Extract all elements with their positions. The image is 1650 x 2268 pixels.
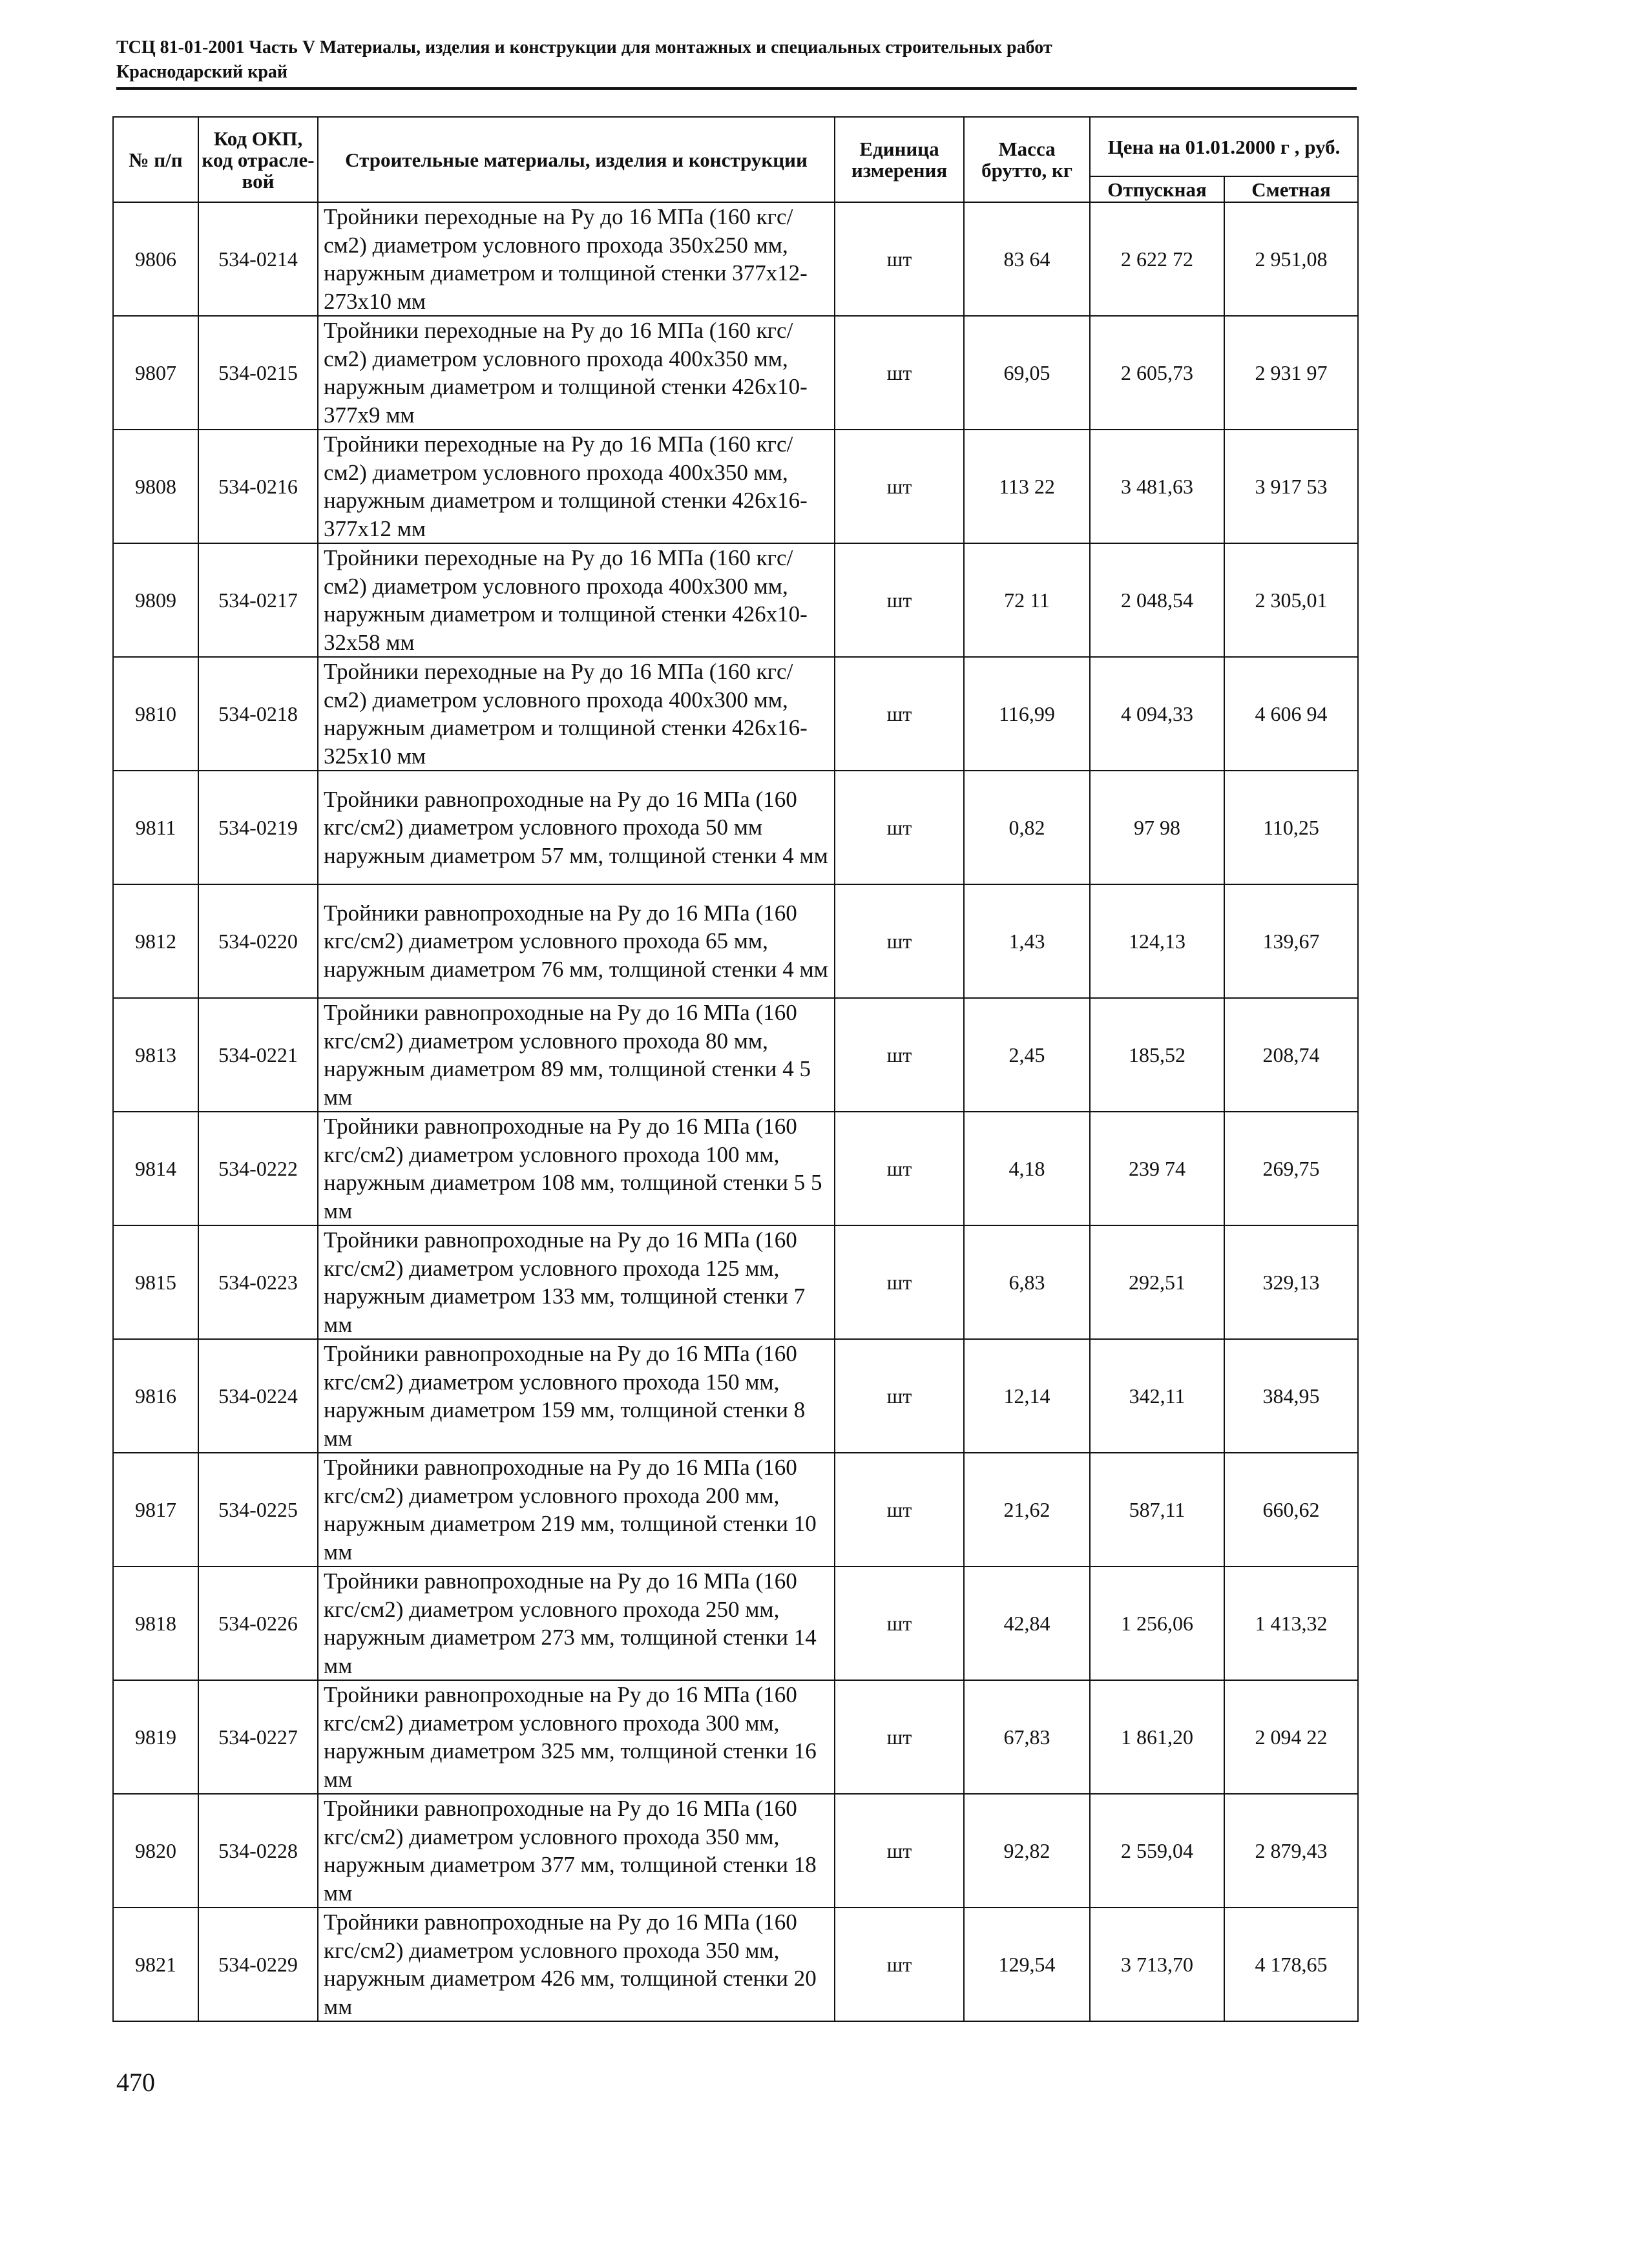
cell-mass: 69,05 xyxy=(964,316,1090,430)
cell-unit: шт xyxy=(835,1225,964,1339)
cell-unit: шт xyxy=(835,1794,964,1908)
cell-price-estimate: 4 606 94 xyxy=(1224,657,1358,771)
col-header-price-estimate: Сметная xyxy=(1224,176,1358,202)
cell-num: 9809 xyxy=(113,543,198,657)
cell-price-estimate: 2 305,01 xyxy=(1224,543,1358,657)
cell-mass: 72 11 xyxy=(964,543,1090,657)
cell-code: 534-0227 xyxy=(198,1680,318,1794)
cell-price-estimate: 1 413,32 xyxy=(1224,1566,1358,1680)
col-header-num: № п/п xyxy=(113,117,198,202)
cell-mass: 42,84 xyxy=(964,1566,1090,1680)
cell-mass: 6,83 xyxy=(964,1225,1090,1339)
cell-unit: шт xyxy=(835,1566,964,1680)
cell-code: 534-0229 xyxy=(198,1908,318,2021)
cell-num: 9810 xyxy=(113,657,198,771)
page-number: 470 xyxy=(116,2068,155,2097)
cell-code: 534-0223 xyxy=(198,1225,318,1339)
cell-code: 534-0217 xyxy=(198,543,318,657)
cell-code: 534-0226 xyxy=(198,1566,318,1680)
cell-mass: 92,82 xyxy=(964,1794,1090,1908)
cell-mass: 0,82 xyxy=(964,771,1090,884)
cell-price-estimate: 110,25 xyxy=(1224,771,1358,884)
cell-price-release: 3 713,70 xyxy=(1090,1908,1224,2021)
cell-unit: шт xyxy=(835,771,964,884)
cell-unit: шт xyxy=(835,1908,964,2021)
cell-price-release: 587,11 xyxy=(1090,1453,1224,1566)
table-row xyxy=(113,1794,1358,1908)
cell-num: 9811 xyxy=(113,771,198,884)
cell-code: 534-0215 xyxy=(198,316,318,430)
cell-price-estimate: 269,75 xyxy=(1224,1112,1358,1225)
cell-mass: 83 64 xyxy=(964,202,1090,316)
table-row xyxy=(113,998,1358,1112)
table-row xyxy=(113,1566,1358,1680)
cell-price-estimate: 384,95 xyxy=(1224,1339,1358,1453)
cell-unit: шт xyxy=(835,884,964,998)
cell-code: 534-0214 xyxy=(198,202,318,316)
cell-price-release: 1 861,20 xyxy=(1090,1680,1224,1794)
table-row xyxy=(113,1339,1358,1453)
cell-price-release: 124,13 xyxy=(1090,884,1224,998)
cell-num: 9820 xyxy=(113,1794,198,1908)
table-row xyxy=(113,884,1358,998)
cell-num: 9821 xyxy=(113,1908,198,2021)
cell-price-release: 2 559,04 xyxy=(1090,1794,1224,1908)
cell-num: 9819 xyxy=(113,1680,198,1794)
cell-price-estimate: 2 879,43 xyxy=(1224,1794,1358,1908)
cell-description: Тройники равнопроходные на Ру до 16 МПа (160 кгс/см2) диаметром условного прохода 300 мм, наружным диаметром 325 мм, толщиной стенки 16 мм xyxy=(318,1680,835,1794)
table-row xyxy=(113,1908,1358,2021)
table-row xyxy=(113,657,1358,771)
cell-mass: 12,14 xyxy=(964,1339,1090,1453)
cell-description: Тройники переходные на Ру до 16 МПа (160 кгс/см2) диаметром условного прохода 400х350 мм, наружным диаметром и толщиной стенки 426х10-377х9 мм xyxy=(318,316,835,430)
cell-unit: шт xyxy=(835,543,964,657)
col-header-price-group: Цена на 01.01.2000 г , руб. xyxy=(1090,117,1358,176)
cell-mass: 67,83 xyxy=(964,1680,1090,1794)
cell-mass: 21,62 xyxy=(964,1453,1090,1566)
cell-num: 9813 xyxy=(113,998,198,1112)
cell-num: 9816 xyxy=(113,1339,198,1453)
cell-price-estimate: 660,62 xyxy=(1224,1453,1358,1566)
table-row xyxy=(113,1453,1358,1566)
cell-mass: 4,18 xyxy=(964,1112,1090,1225)
table-row xyxy=(113,543,1358,657)
cell-num: 9815 xyxy=(113,1225,198,1339)
cell-price-release: 97 98 xyxy=(1090,771,1224,884)
cell-description: Тройники переходные на Ру до 16 МПа (160 кгс/см2) диаметром условного прохода 400х300 мм, наружным диаметром и толщиной стенки 426х16-325х10 мм xyxy=(318,657,835,771)
cell-description: Тройники равнопроходные на Ру до 16 МПа (160 кгс/см2) диаметром условного прохода 150 мм, наружным диаметром 159 мм, толщиной стенки 8 мм xyxy=(318,1339,835,1453)
cell-mass: 113 22 xyxy=(964,430,1090,543)
page-header xyxy=(116,36,1357,90)
cell-num: 9812 xyxy=(113,884,198,998)
table-row xyxy=(113,1680,1358,1794)
cell-price-release: 2 048,54 xyxy=(1090,543,1224,657)
cell-unit: шт xyxy=(835,998,964,1112)
col-header-code: Код ОКП, код отрасле-вой xyxy=(198,117,318,202)
cell-num: 9818 xyxy=(113,1566,198,1680)
cell-code: 534-0216 xyxy=(198,430,318,543)
cell-price-estimate: 2 951,08 xyxy=(1224,202,1358,316)
cell-price-release: 342,11 xyxy=(1090,1339,1224,1453)
cell-num: 9817 xyxy=(113,1453,198,1566)
cell-unit: шт xyxy=(835,1112,964,1225)
cell-description: Тройники переходные на Ру до 16 МПа (160 кгс/см2) диаметром условного прохода 400х350 мм, наружным диаметром и толщиной стенки 426х16-377х12 мм xyxy=(318,430,835,543)
cell-description: Тройники равнопроходные на Ру до 16 МПа (160 кгс/см2) диаметром условного прохода 350 мм, наружным диаметром 426 мм, толщиной стенки 20 мм xyxy=(318,1908,835,2021)
cell-description: Тройники равнопроходные на Ру до 16 МПа (160 кгс/см2) диаметром условного прохода 100 мм, наружным диаметром 108 мм, толщиной стенки 5 5 мм xyxy=(318,1112,835,1225)
col-header-material: Строительные материалы, изделия и конструкции xyxy=(318,117,835,202)
cell-price-release: 239 74 xyxy=(1090,1112,1224,1225)
table-row xyxy=(113,430,1358,543)
col-header-unit: Единица измерения xyxy=(835,117,964,202)
cell-code: 534-0221 xyxy=(198,998,318,1112)
cell-description: Тройники равнопроходные на Ру до 16 МПа (160 кгс/см2) диаметром условного прохода 50 мм наружным диаметром 57 мм, толщиной стенки 4 мм xyxy=(318,771,835,884)
cell-price-release: 185,52 xyxy=(1090,998,1224,1112)
cell-mass: 116,99 xyxy=(964,657,1090,771)
cell-price-release: 1 256,06 xyxy=(1090,1566,1224,1680)
table-row xyxy=(113,1112,1358,1225)
col-header-mass: Масса брутто, кг xyxy=(964,117,1090,202)
table-row xyxy=(113,316,1358,430)
cell-code: 534-0224 xyxy=(198,1339,318,1453)
cell-price-estimate: 2 094 22 xyxy=(1224,1680,1358,1794)
cell-code: 534-0219 xyxy=(198,771,318,884)
cell-price-release: 4 094,33 xyxy=(1090,657,1224,771)
col-header-price-release: Отпускная xyxy=(1090,176,1224,202)
cell-unit: шт xyxy=(835,430,964,543)
cell-code: 534-0222 xyxy=(198,1112,318,1225)
cell-num: 9806 xyxy=(113,202,198,316)
table-body xyxy=(113,202,1358,2021)
cell-unit: шт xyxy=(835,1339,964,1453)
cell-description: Тройники равнопроходные на Ру до 16 МПа (160 кгс/см2) диаметром условного прохода 200 мм, наружным диаметром 219 мм, толщиной стенки 10 мм xyxy=(318,1453,835,1566)
price-table xyxy=(112,116,1359,2022)
cell-code: 534-0225 xyxy=(198,1453,318,1566)
cell-num: 9807 xyxy=(113,316,198,430)
cell-unit: шт xyxy=(835,316,964,430)
cell-mass: 129,54 xyxy=(964,1908,1090,2021)
table-row xyxy=(113,1225,1358,1339)
cell-price-release: 3 481,63 xyxy=(1090,430,1224,543)
cell-mass: 1,43 xyxy=(964,884,1090,998)
cell-description: Тройники переходные на Ру до 16 МПа (160 кгс/см2) диаметром условного прохода 350х250 мм, наружным диаметром и толщиной стенки 377х12-273х10 мм xyxy=(318,202,835,316)
cell-price-estimate: 329,13 xyxy=(1224,1225,1358,1339)
table-row xyxy=(113,202,1358,316)
header-title: ТСЦ 81-01-2001 Часть V Материалы, изделия и конструкции для монтажных и специальных строительных работ xyxy=(116,37,1052,57)
cell-unit: шт xyxy=(835,1453,964,1566)
cell-num: 9808 xyxy=(113,430,198,543)
cell-mass: 2,45 xyxy=(964,998,1090,1112)
cell-description: Тройники равнопроходные на Ру до 16 МПа (160 кгс/см2) диаметром условного прохода 65 мм, наружным диаметром 76 мм, толщиной стенки 4 мм xyxy=(318,884,835,998)
header-region: Краснодарский край xyxy=(116,62,288,82)
cell-price-estimate: 139,67 xyxy=(1224,884,1358,998)
cell-description: Тройники равнопроходные на Ру до 16 МПа (160 кгс/см2) диаметром условного прохода 125 мм, наружным диаметром 133 мм, толщиной стенки 7 мм xyxy=(318,1225,835,1339)
cell-price-release: 292,51 xyxy=(1090,1225,1224,1339)
cell-price-estimate: 3 917 53 xyxy=(1224,430,1358,543)
cell-code: 534-0228 xyxy=(198,1794,318,1908)
cell-description: Тройники равнопроходные на Ру до 16 МПа (160 кгс/см2) диаметром условного прохода 350 мм, наружным диаметром 377 мм, толщиной стенки 18 мм xyxy=(318,1794,835,1908)
cell-code: 534-0218 xyxy=(198,657,318,771)
table-row xyxy=(113,771,1358,884)
cell-code: 534-0220 xyxy=(198,884,318,998)
cell-description: Тройники равнопроходные на Ру до 16 МПа (160 кгс/см2) диаметром условного прохода 80 мм, наружным диаметром 89 мм, толщиной стенки 4 5 мм xyxy=(318,998,835,1112)
cell-description: Тройники равнопроходные на Ру до 16 МПа (160 кгс/см2) диаметром условного прохода 250 мм, наружным диаметром 273 мм, толщиной стенки 14 мм xyxy=(318,1566,835,1680)
cell-unit: шт xyxy=(835,657,964,771)
cell-description: Тройники переходные на Ру до 16 МПа (160 кгс/см2) диаметром условного прохода 400х300 мм, наружным диаметром и толщиной стенки 426х10-32х58 мм xyxy=(318,543,835,657)
cell-price-estimate: 208,74 xyxy=(1224,998,1358,1112)
cell-unit: шт xyxy=(835,202,964,316)
cell-num: 9814 xyxy=(113,1112,198,1225)
cell-price-estimate: 2 931 97 xyxy=(1224,316,1358,430)
cell-price-estimate: 4 178,65 xyxy=(1224,1908,1358,2021)
cell-price-release: 2 605,73 xyxy=(1090,316,1224,430)
cell-unit: шт xyxy=(835,1680,964,1794)
cell-price-release: 2 622 72 xyxy=(1090,202,1224,316)
